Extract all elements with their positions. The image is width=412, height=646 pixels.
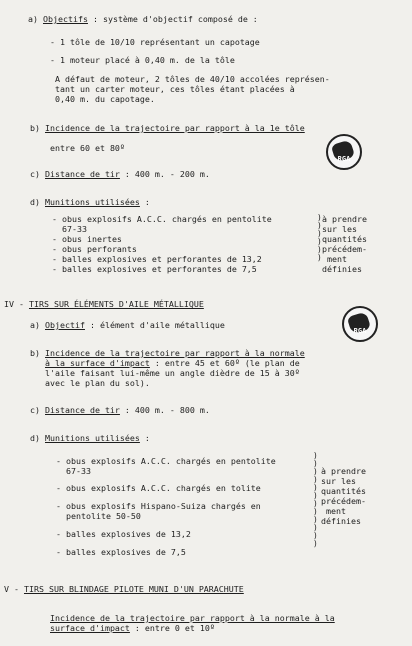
- incidence-label: Incidence de la trajectoire par rapport à la 1e tôle: [45, 123, 305, 133]
- munition-item: 67-33: [52, 224, 87, 234]
- iv-side-note: précédem-: [321, 496, 366, 506]
- section-v-incidence-label: Incidence de la trajectoire par rapport à la normale à la: [50, 613, 335, 623]
- munition-item: - obus perforants: [52, 244, 137, 254]
- munitions-colon: :: [139, 197, 150, 207]
- munition-item: - obus inertes: [52, 234, 122, 244]
- item-c-distance: [30, 169, 210, 179]
- item-a-objectifs: [28, 14, 258, 24]
- iv-distance-text: : 400 m. - 800 m.: [119, 405, 210, 415]
- section-iv-roman: IV -: [4, 299, 29, 309]
- section-v-heading: [4, 584, 244, 594]
- section-iv-title: TIRS SUR ÉLÉMENTS D'AILE MÉTALLIQUE: [28, 299, 204, 309]
- section-v-surface-text: : entre 0 et 10º: [129, 623, 215, 633]
- iv-munition-item: - balles explosives de 13,2: [56, 529, 191, 539]
- note-line-2: tant un carter moteur, ces tôles étant placées à: [55, 84, 295, 94]
- objectif-item-2: - 1 moteur placé à 0,40 m. de la tôle: [50, 55, 235, 65]
- iv-munition-item: 67-33: [56, 466, 91, 476]
- iv-munition-item: - balles explosives de 7,5: [56, 547, 186, 557]
- iv-side-note: définies: [321, 516, 361, 526]
- section-iv-heading: [4, 299, 204, 309]
- note-line-1: A défaut de moteur, 2 tôles de 40/10 accolées représen-: [55, 74, 330, 84]
- iv-objectif-text: : élément d'aile métallique: [84, 320, 225, 330]
- section-v-title: TIRS SUR BLINDAGE PILOTE MUNI D'UN PARACHUTE: [23, 584, 244, 594]
- marker-c: c): [30, 169, 40, 179]
- section-v-surface-label: surface d'impact: [50, 623, 130, 633]
- side-note: ment: [327, 254, 347, 264]
- iv-item-a: [30, 320, 225, 330]
- iv-side-note: quantités: [321, 486, 366, 496]
- side-note: quantités: [322, 234, 367, 244]
- iv-munition-item: - obus explosifs A.C.C. chargés en tolite: [56, 483, 261, 493]
- section-v-roman: V -: [4, 584, 24, 594]
- section-v-line-1: [50, 613, 335, 623]
- iv-munition-item: - obus explosifs A.C.C. chargés en pentolite: [56, 456, 276, 466]
- munition-item: - balles explosives et perforantes de 7,5: [52, 264, 257, 274]
- bracket: ) ) ) ) ) ) ) ) ) ) ) ): [313, 451, 318, 548]
- section-v-line-2: [50, 623, 215, 633]
- side-note: à prendre: [322, 214, 367, 224]
- marker-c: c): [30, 405, 40, 415]
- iv-munitions-label: Munitions utilisées: [45, 433, 140, 443]
- item-d-munitions: [30, 197, 150, 207]
- iv-munition-item: - obus explosifs Hispano-Suiza chargés en: [56, 501, 261, 511]
- munition-item: - balles explosives et perforantes de 13,2: [52, 254, 262, 264]
- marker-a: a): [30, 320, 40, 330]
- iv-incidence-text-2: l'aile faisant lui-même un angle dièdre de 15 à 30º: [45, 368, 300, 378]
- marker-d: d): [30, 433, 40, 443]
- marker-a: a): [28, 14, 38, 24]
- objectifs-label: Objectifs: [43, 14, 88, 24]
- marker-b: b): [30, 348, 40, 358]
- incidence-text: entre 60 et 80º: [50, 143, 125, 153]
- iv-side-note: à prendre: [321, 466, 366, 476]
- iv-incidence-label-2: à la surface d'impact: [45, 358, 150, 368]
- stamp-seal: RGA: [342, 306, 378, 342]
- objectif-item-1: - 1 tôle de 10/10 représentant un capotage: [50, 37, 260, 47]
- distance-label: Distance de tir: [45, 169, 120, 179]
- iv-incidence-text-3: avec le plan du sol).: [45, 378, 150, 388]
- iv-incidence-label-1: Incidence de la trajectoire par rapport à la normale: [45, 348, 305, 358]
- objectifs-text: : système d'objectif composé de :: [87, 14, 258, 24]
- side-note: précédem-: [322, 244, 367, 254]
- iv-item-c: [30, 405, 210, 415]
- item-b-incidence: [30, 123, 305, 133]
- bracket: ) ) ) ) ) ): [317, 213, 322, 262]
- iv-side-note: ment: [326, 506, 346, 516]
- iv-munitions-colon: :: [139, 433, 150, 443]
- iv-distance-label: Distance de tir: [45, 405, 120, 415]
- iv-side-note: sur les: [321, 476, 356, 486]
- iv-item-b: [30, 348, 305, 358]
- iv-objectif-label: Objectif: [45, 320, 85, 330]
- iv-incidence-line-2: [45, 358, 300, 368]
- iv-incidence-text-1: : entre 45 et 60º (le plan de: [149, 358, 300, 368]
- marker-d: d): [30, 197, 40, 207]
- side-note: sur les: [322, 224, 357, 234]
- stamp-seal: RGA: [326, 134, 362, 170]
- munition-item: - obus explosifs A.C.C. chargés en pentolite: [52, 214, 272, 224]
- munitions-label: Munitions utilisées: [45, 197, 140, 207]
- note-line-3: 0,40 m. du capotage.: [55, 94, 155, 104]
- distance-text: : 400 m. - 200 m.: [119, 169, 210, 179]
- marker-b: b): [30, 123, 40, 133]
- side-note: définies: [322, 264, 362, 274]
- iv-item-d: [30, 433, 150, 443]
- iv-munition-item: pentolite 50-50: [56, 511, 141, 521]
